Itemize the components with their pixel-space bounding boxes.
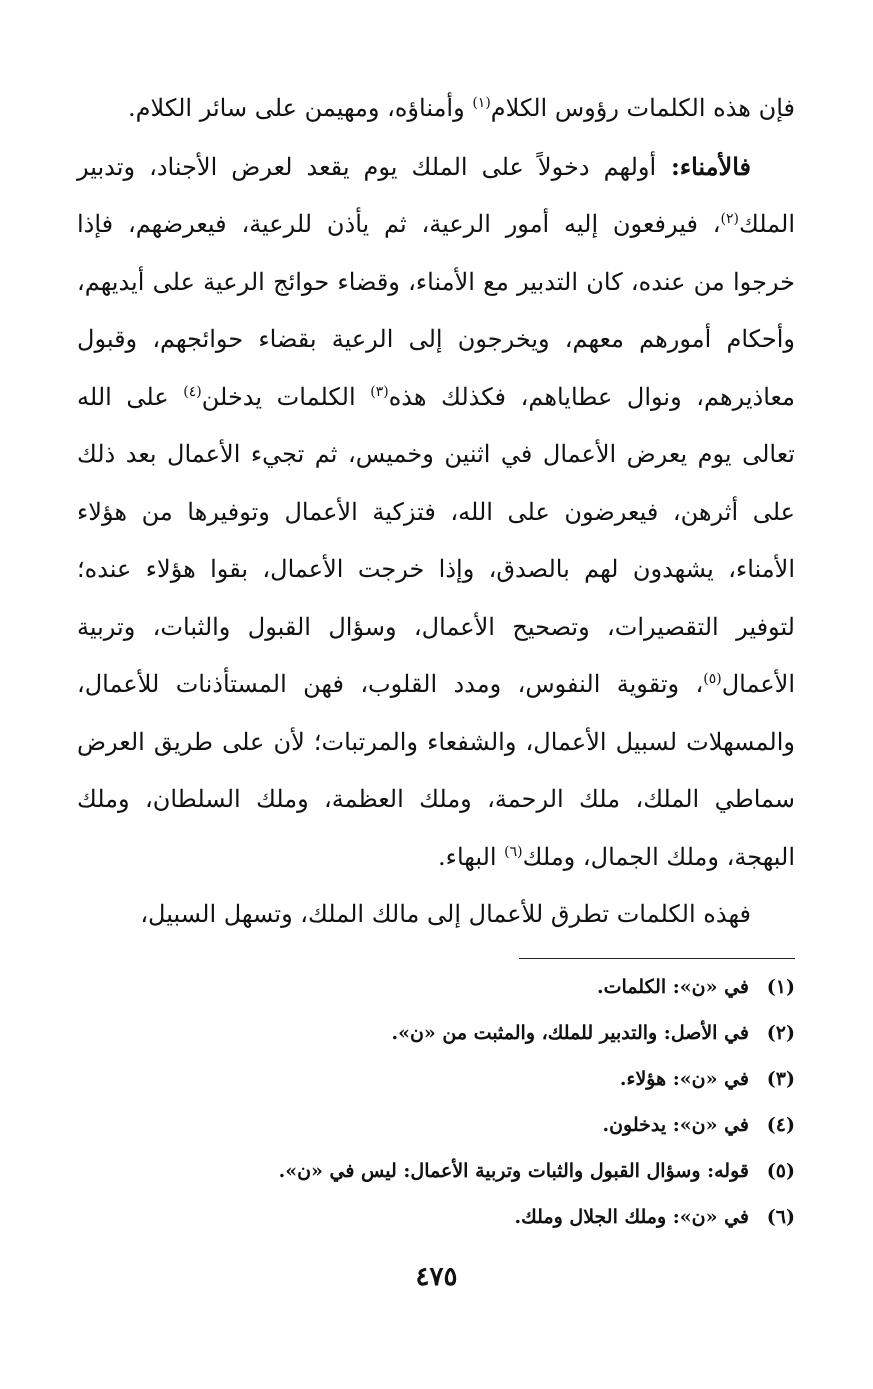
footnote-item [77,1102,795,1148]
footnote-item [77,1148,795,1194]
paragraph-lead: فالأمناء: [656,151,751,181]
footnote-text: في «ن»: يدخلون. [602,1114,749,1136]
main-text [77,80,795,944]
footnote-number: (٢) [766,1022,795,1044]
paragraph-text: البهاء. [438,842,505,871]
footnote-number: (٤) [766,1114,795,1136]
paragraph-2 [77,138,795,887]
footnote-marker: (١) [472,95,491,111]
footnote-marker: (٢) [720,211,739,227]
paragraph-3 [77,886,795,944]
paragraph-text: الكلمات يدخلن [201,382,371,411]
footnote-item [77,1056,795,1102]
paragraph-text: أولهم دخولاً على الملك يوم يقعد لعرض الأجناد، وتدبير الملك [77,152,795,238]
footnote-text: قوله: وسؤال القبول والثبات وتربية الأعمال: ليس في «ن». [278,1160,749,1182]
footnote-number: (٣) [766,1068,795,1090]
footnote-text: في الأصل: والتدبير للملك، والمثبت من «ن». [391,1022,749,1044]
paragraph-text: وأمناؤه، ومهيمن على سائر الكلام. [128,94,473,122]
footnote-marker: (٣) [370,383,389,400]
paragraph-text: ، وتقوية النفوس، ومدد القلوب، فهن المستأذنات للأعمال، والمسهلات لسبيل الأعمال، والشفعاء والمرتبات؛ لأن على طريق العرض سماطي الملك، ملك الرحمة، وملك العظمة، وملك السلطان، وملك البهجة، وملك الجمال، وملك [77,670,795,871]
paragraph-text: فهذه الكلمات تطرق للأعمال إلى مالك الملك، وتسهل السبيل، [140,900,751,928]
footnote-marker: (٥) [703,671,722,687]
footnote-separator [519,958,795,959]
footnote-number: (١) [766,976,795,998]
footnote-number: (٦) [766,1206,795,1228]
footnotes-list [77,964,795,1240]
footnote-marker: (٦) [504,843,523,860]
footnote-text: في «ن»: وملك الجلال وملك. [514,1206,749,1228]
footnote-text: في «ن»: هؤلاء. [619,1068,749,1090]
paragraph-text: على الله تعالى يوم يعرض الأعمال في اثنين وخميس، ثم تجيء الأعمال بعد ذلك على أثرهن، فيعرضون على الله، فتزكية الأعمال وتوفيرها من هؤلاء الأمناء، يشهدون لهم بالصدق، وإذا خرجت الأعمال، بقوا هؤلاء عنده؛ لتوفير التقصيرات، وتصحيح الأعمال، وسؤال القبول والثبات، وتربية الأعمال [77,382,795,698]
footnote-text: في «ن»: الكلمات. [597,976,749,998]
footnote-marker: (٤) [183,383,202,400]
paragraph-text: فإن هذه الكلمات رؤوس الكلام [490,94,795,122]
footnote-item [77,964,795,1010]
footnote-item [77,1194,795,1240]
footnote-number: (٥) [766,1160,795,1182]
footnote-item [77,1010,795,1056]
page-number: ٤٧٥ [415,1262,458,1292]
paragraph-1 [77,80,795,138]
paragraph-text: ، فيرفعون إليه أمور الرعية، ثم يأذن للرعية، فيعرضهم، فإذا خرجوا من عنده، كان التدبير مع الأمناء، وقضاء حوائج الرعية على أيديهم، وأحكام أمورهم معهم، ويخرجون إلى الرعية بقضاء حوائجهم، وقبول معاذيرهم، ونوال عطاياهم، فكذلك هذه [77,210,795,411]
